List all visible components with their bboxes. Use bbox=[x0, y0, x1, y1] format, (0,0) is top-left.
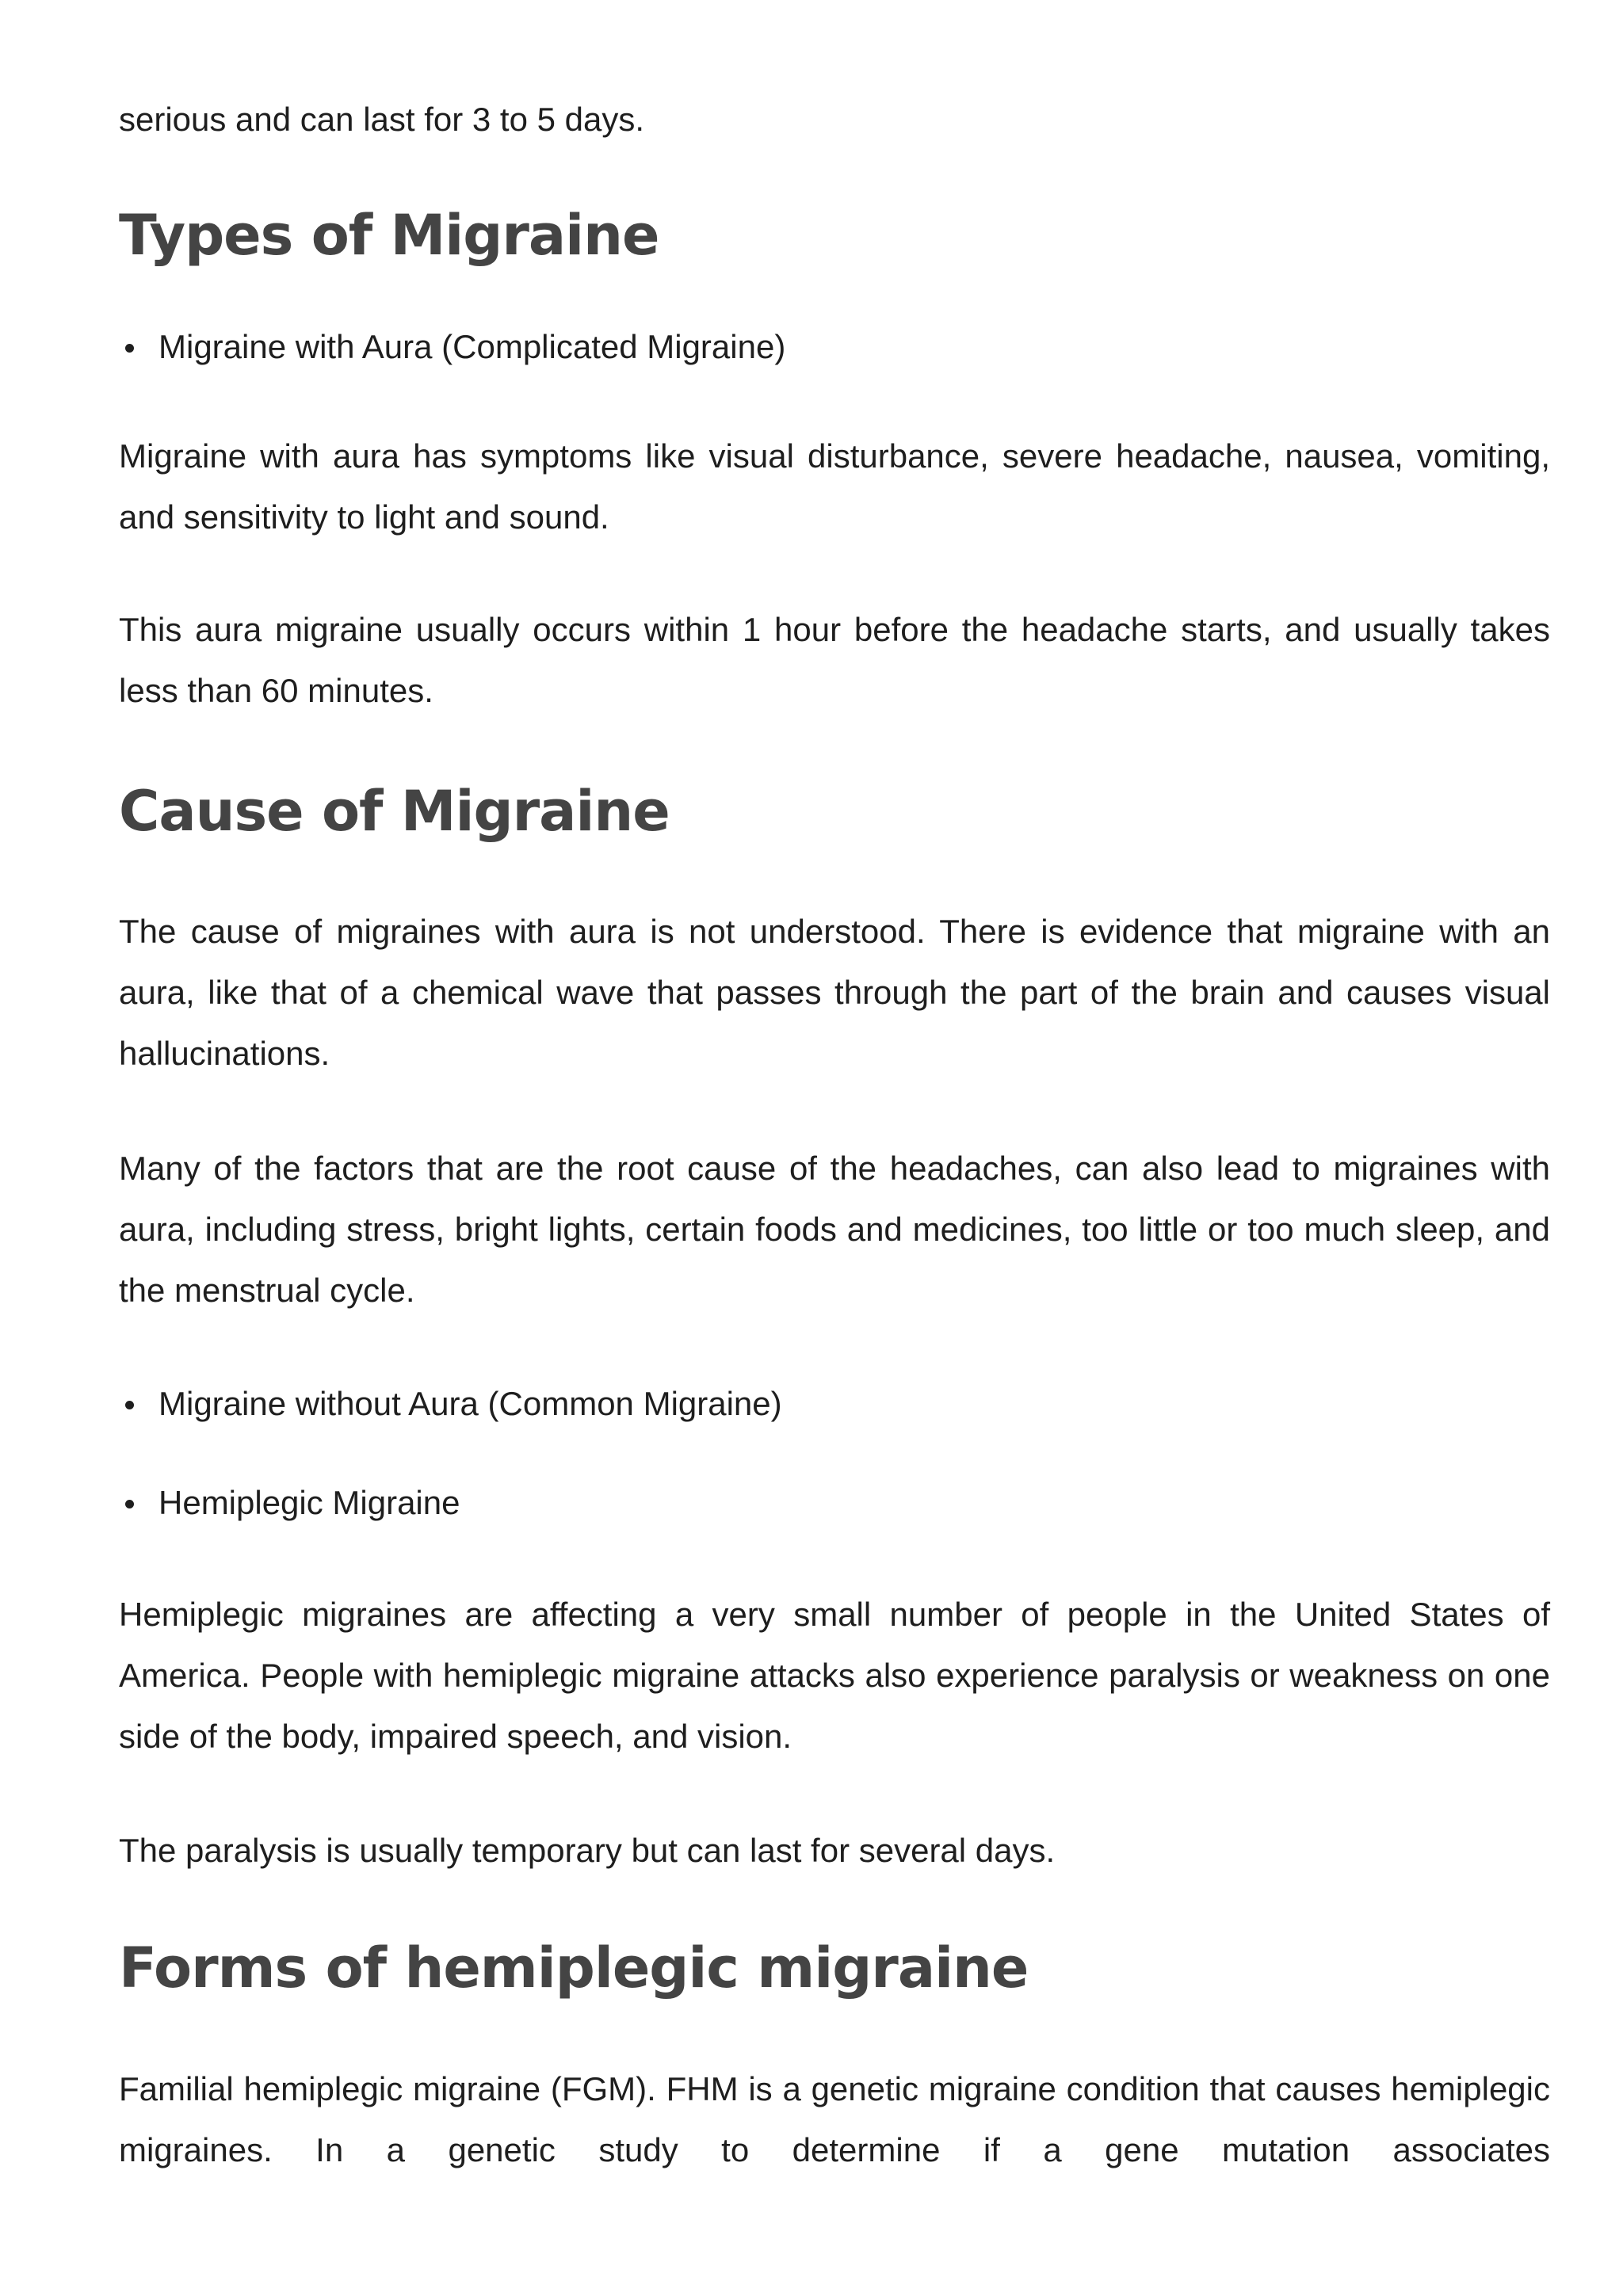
intro-paragraph bbox=[119, 89, 1550, 150]
paragraph-text: Migraine with aura has symptoms like visual disturbance, severe headache, nausea, vomiting, and sensitivity to light and sound. bbox=[119, 437, 1550, 536]
list-item bbox=[119, 323, 1550, 371]
paragraph-text: The cause of migraines with aura is not understood. There is evidence that migraine with an aura, like that of a chemical wave that passes through the part of the brain and causes visual hallucinations. bbox=[119, 913, 1550, 1072]
list-item-label: Migraine without Aura (Common Migraine) bbox=[158, 1385, 782, 1422]
cause-bullet-list-1 bbox=[119, 1380, 1550, 1428]
bullet-dot-icon bbox=[125, 1401, 134, 1409]
types-section-heading-wrap bbox=[119, 200, 1550, 271]
paragraph-text: Many of the factors that are the root cause of the headaches, can also lead to migraines with aura, including stress, bright lights, certain foods and medicines, too little or too much sleep, and the menstrual cycle. bbox=[119, 1150, 1550, 1309]
cause-section-heading-wrap bbox=[119, 776, 1550, 847]
types-paragraph-1 bbox=[119, 425, 1550, 547]
cause-paragraph-1 bbox=[119, 901, 1550, 1084]
paragraph-text: Familial hemiplegic migraine (FGM). FHM is a genetic migraine condition that causes hemiplegic migraines. In a genetic study to determine if a gene mutation associates bbox=[119, 2070, 1550, 2168]
cause-bullet-list-2 bbox=[119, 1479, 1550, 1527]
paragraph-text: Hemiplegic migraines are affecting a very small number of people in the United States of America. People with hemiplegic migraine attacks also experience paralysis or weakness on one side of the body, impaired speech, and vision. bbox=[119, 1596, 1550, 1755]
types-paragraph-2 bbox=[119, 599, 1550, 721]
heading-types-of-migraine: Types of Migraine bbox=[119, 203, 659, 268]
heading-forms-of-hemiplegic-migraine: Forms of hemiplegic migraine bbox=[119, 1936, 1029, 2000]
bullet-dot-icon bbox=[125, 344, 134, 353]
paragraph-text: This aura migraine usually occurs within 1 hour before the headache starts, and usually takes less than 60 minutes. bbox=[119, 611, 1550, 709]
paragraph-text: The paralysis is usually temporary but can last for several days. bbox=[119, 1832, 1056, 1869]
cause-paragraph-3 bbox=[119, 1584, 1550, 1767]
forms-section-heading-wrap bbox=[119, 1932, 1550, 2004]
cause-paragraph-2 bbox=[119, 1138, 1550, 1321]
bullet-dot-icon bbox=[125, 1500, 134, 1508]
types-bullet-list bbox=[119, 323, 1550, 371]
list-item-label: Migraine with Aura (Complicated Migraine) bbox=[158, 328, 786, 365]
list-item bbox=[119, 1380, 1550, 1428]
heading-cause-of-migraine: Cause of Migraine bbox=[119, 779, 670, 844]
list-item bbox=[119, 1479, 1550, 1527]
cause-paragraph-4 bbox=[119, 1820, 1550, 1881]
intro-text: serious and can last for 3 to 5 days. bbox=[119, 101, 645, 138]
list-item-label: Hemiplegic Migraine bbox=[158, 1484, 460, 1521]
forms-paragraph-1 bbox=[119, 2058, 1550, 2180]
